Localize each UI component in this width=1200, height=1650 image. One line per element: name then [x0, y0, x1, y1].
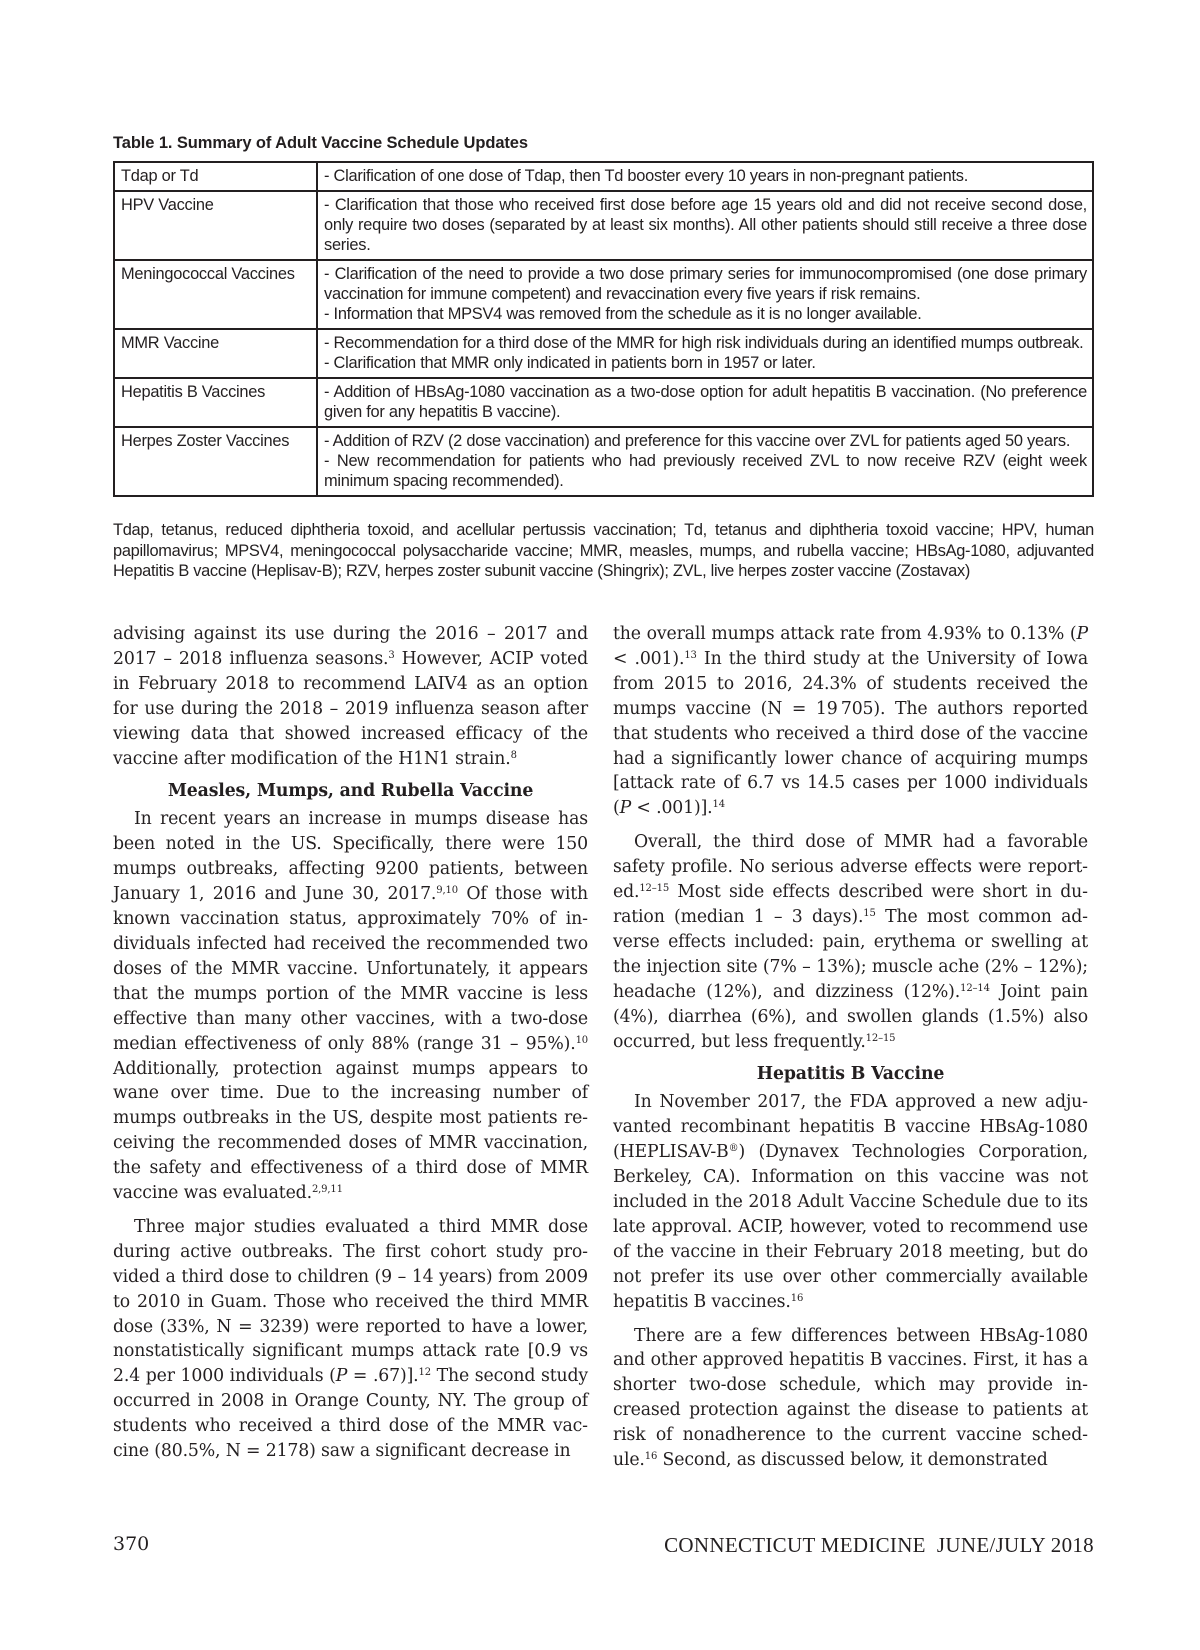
update-line: - Addition of RZV (2 dose vaccination) and preference for this vaccine over ZVL for patients aged 50 years.	[324, 432, 1071, 450]
citation: 12–15	[865, 1032, 896, 1044]
paragraph: Overall, the third dose of MMR had a favorable safety profile. No serious adverse effects were reported.$^{12-15}$ Most side effects described were short in duration (median 1 – 3 days).$^{15}$ The most common adverse effects included: pain, erythema or swelling at the injection site (7% – 13%); muscle ache (2% – 12%); headache (12%), and dizziness (12%).$^{12-14}$ Joint pain (4%), diarrhea (6%), and swollen glands (1.5%) also occurred, but less frequently.$^{12-15}$	[613, 832, 1088, 1052]
citation: 13	[684, 649, 697, 661]
update-line: - New recommendation for patients who had previously received ZVL to now receive RZV (eight week minimum spacing recommended).	[324, 452, 1087, 490]
update-description	[317, 162, 1093, 191]
table-row	[114, 378, 1093, 427]
vaccine-name: Herpes Zoster Vaccines	[114, 427, 317, 496]
citation: 12–14	[960, 982, 990, 994]
vaccine-name: Tdap or Td	[114, 162, 317, 191]
right-column	[613, 622, 1088, 1473]
citation: 15	[863, 907, 876, 919]
paragraph: Three major studies evaluated a third MMR dose during active outbreaks. The first cohort study provided a third dose to children (9 – 14 years) from 2009 to 2010 in Guam. Those who received the third MMR dose (33%, N = 3239) were reported to have a lower, nonstatistically significant mumps attack rate [0.9 vs 2.4 per 1000 individuals (P = .67)].$^{12}$ The second study occurred in 2008 in Orange County, NY. The group of students who received a third dose of the MMR vaccine (80.5%, N = 2178) saw a significant decrease in	[113, 1216, 588, 1462]
paragraph: In November 2017, the FDA approved a new adjuvanted recombinant hepatitis B vaccine HBsAg-1080 (HEPLISAV-B®) (Dynavex Technologies Corporation, Berkeley, CA). Information on this vaccine was not included in the 2018 Adult Vaccine Schedule due to its late approval. ACIP, however, voted to recommend use of the vaccine in their February 2018 meeting, but do not prefer its use over other commercially available hepatitis B vaccines.$^{16}$	[613, 1092, 1088, 1312]
journal-title: CONNECTICUT MEDICINE	[664, 1533, 926, 1557]
citation: 16	[644, 1451, 658, 1463]
update-line: - Clarification that those who received first dose before age 15 years old and did not receive second dose, only require two doses (separated by at least six months). All other patients should still receive a three dose series.	[324, 196, 1087, 254]
update-line: - Clarification of one dose of Tdap, then Td booster every 10 years in non-pregnant patients.	[324, 167, 969, 185]
citation: 16	[790, 1292, 804, 1304]
table-row	[114, 191, 1093, 260]
citation: 12–15	[639, 883, 670, 895]
update-description	[317, 427, 1093, 496]
update-description	[317, 191, 1093, 260]
issue-date: JUNE/JULY 2018	[936, 1533, 1094, 1557]
table-row	[114, 162, 1093, 191]
section-heading-mmr: Measles, Mumps, and Rubella Vaccine	[167, 781, 534, 802]
section-heading-hepatitis-b: Hepatitis B Vaccine	[756, 1064, 945, 1085]
running-footer	[664, 1533, 1094, 1558]
update-description	[317, 260, 1093, 329]
table-row	[114, 427, 1093, 496]
citation: 2,9,11	[311, 1184, 343, 1196]
page-number: 370	[113, 1533, 150, 1555]
vaccine-name: HPV Vaccine	[114, 191, 317, 260]
update-line: - Clarification that MMR only indicated in patients born in 1957 or later.	[324, 354, 816, 372]
update-line: - Clarification of the need to provide a two dose primary series for immunocompromised (one dose primary vaccination for immune competent) and revaccination every five years if risk remains.	[324, 265, 1087, 303]
paragraph: the overall mumps attack rate from 4.93% to 0.13% (P < .001).$^{13}$ In the third study at the University of Iowa from 2015 to 2016, 24.3% of students received the mumps vaccine (N = 19 705). The authors reported that students who received a third dose of the vaccine had a significantly lower chance of acquiring mumps [attack rate of 6.7 vs 14.5 cases per 1000 individuals (P < .001)].$^{14}$	[613, 624, 1088, 819]
table-row	[114, 260, 1093, 329]
table-caption: Table 1. Summary of Adult Vaccine Schedule Updates	[113, 134, 528, 152]
update-description	[317, 329, 1093, 378]
update-line: - Addition of HBsAg-1080 vaccination as a two-dose option for adult hepatitis B vaccination. (No preference given for any hepatitis B vaccine).	[324, 383, 1087, 421]
vaccine-name: Hepatitis B Vaccines	[114, 378, 317, 427]
citation: 8	[510, 749, 517, 761]
vaccine-updates-table	[113, 161, 1094, 497]
citation: 9,10	[436, 885, 458, 897]
paragraph: advising against its use during the 2016 – 2017 and 2017 – 2018 influenza seasons.$^3$ However, ACIP voted in February 2018 to recommend LAIV4 as an option for use during the 2018 – 2019 influenza season after viewing data that showed increased efficacy of the vaccine after modification of the H1N1 strain.$^8$	[113, 624, 588, 769]
vaccine-name: MMR Vaccine	[114, 329, 317, 378]
registered-mark: ®	[728, 1143, 739, 1155]
paragraph: In recent years an increase in mumps disease has been noted in the US. Specifically, there were 150 mumps outbreaks, affecting 9200 patients, between January 1, 2016 and June 30, 2017.$^{9,10}$ Of those with known vaccination status, approximately 70% of individuals infected had received the recommended two doses of the MMR vaccine. Unfortunately, it appears that the mumps portion of the MMR vaccine is less effective than many other vaccines, with a two-dose median effectiveness of only 88% (range 31 – 95%).$^{10}$ Additionally, protection against mumps appears to wane over time. Due to the increasing number of mumps outbreaks in the US, despite most patients receiving the recommended doses of MMR vaccination, the safety and effectiveness of a third dose of MMR vaccine was evaluated.$^{2,9,11}$	[113, 809, 588, 1204]
table-row	[114, 329, 1093, 378]
table-footnote: Tdap, tetanus, reduced diphtheria toxoid, and acellular pertussis vaccination; Td, tetanus and diphtheria toxoid vaccine; HPV, human papillomavirus; MPSV4, meningococcal polysaccharide vaccine; MMR, measles, mumps, and rubella vaccine; HBsAg-1080, adjuvanted Hepatitis B vaccine (Heplisav-B); RZV, herpes zoster subunit vaccine (Shingrix); ZVL, live herpes zoster vaccine (Zostavax)	[113, 521, 1094, 580]
citation: 3	[388, 649, 395, 661]
citation: 10	[575, 1034, 588, 1046]
citation: 12	[418, 1367, 431, 1379]
citation: 14	[712, 799, 725, 811]
update-description	[317, 378, 1093, 427]
update-line: - Information that MPSV4 was removed from the schedule as it is no longer available.	[324, 305, 922, 323]
vaccine-name: Meningococcal Vaccines	[114, 260, 317, 329]
update-line: - Recommendation for a third dose of the MMR for high risk individuals during an identified mumps outbreak.	[324, 334, 1084, 352]
left-column	[113, 622, 588, 1464]
paragraph: There are a few differences between HBsAg-1080 and other approved hepatitis B vaccines. First, it has a shorter two-dose schedule, which may provide increased protection against the disease to patients at risk of nonadherence to the current vaccine schedule.$^{16}$ Second, as discussed below, it demonstrated	[613, 1325, 1088, 1471]
